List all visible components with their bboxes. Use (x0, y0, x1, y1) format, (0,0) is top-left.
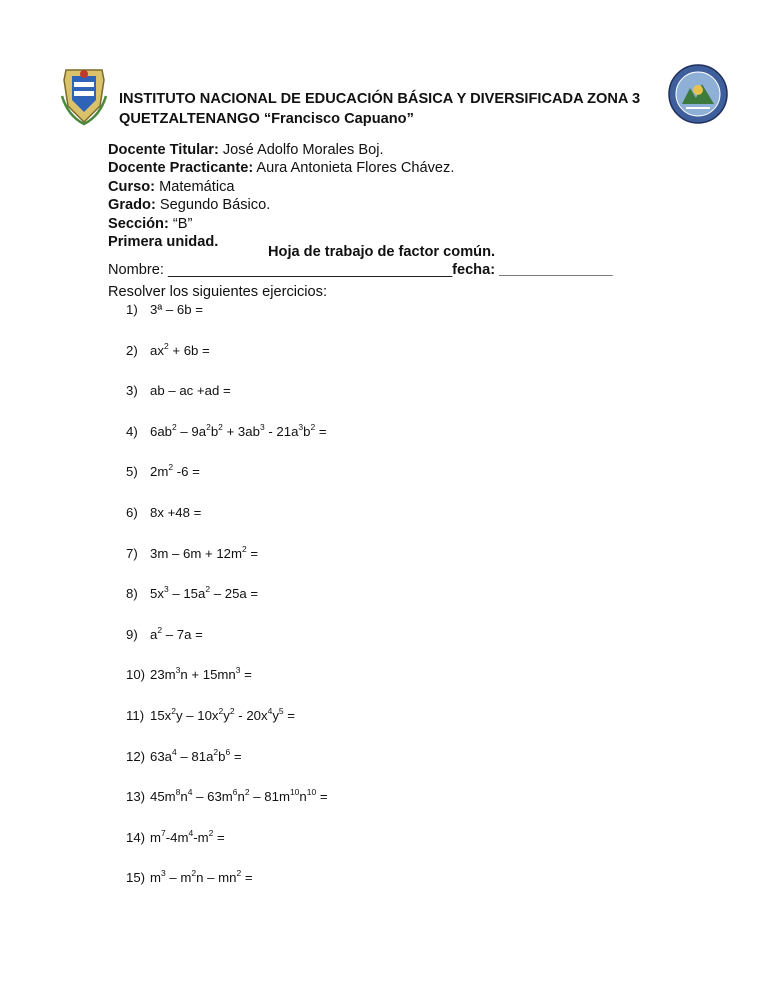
expression-term: 2m (150, 464, 169, 480)
exponent: 3 (175, 665, 181, 676)
document-header (119, 89, 640, 129)
exercise-number: 7) (126, 545, 138, 561)
exercise-expression (150, 827, 225, 845)
exponent: 2 (244, 787, 250, 798)
expression-term: 6ab (150, 423, 173, 439)
exercise-number: 9) (126, 626, 138, 642)
expression-term: n (299, 789, 307, 805)
info-seccion (108, 215, 454, 233)
practicante-value: Aura Antonieta Flores Chávez. (253, 160, 455, 177)
exercise-item (126, 302, 328, 343)
exercise-expression (150, 789, 328, 804)
expression-term: -6 = (173, 464, 200, 480)
exercise-expression (150, 505, 201, 520)
exercise-expression (150, 870, 253, 885)
exercise-expression (150, 464, 200, 479)
expression-term: 8x +48 = (150, 504, 202, 520)
exponent: 2 (168, 462, 174, 473)
expression-term: ax (150, 342, 164, 358)
exercise-item (126, 383, 328, 424)
info-practicante (108, 159, 454, 177)
curso-value: Matemática (155, 178, 235, 195)
exercise-number: 11) (126, 707, 145, 723)
exercise-item (126, 667, 328, 708)
header-institute-name: INSTITUTO NACIONAL DE EDUCACIÓN BÁSICA Y DIVERSIFICADA ZONA 3 (119, 91, 641, 107)
seccion-label: Sección: (108, 215, 169, 232)
exercise-item (126, 340, 328, 384)
expression-term: - 21a (264, 423, 299, 439)
exponent: 3 (235, 665, 241, 676)
exponent: 7 (161, 827, 166, 838)
expression-term: – 15a (168, 586, 206, 602)
exercise-number: 14) (126, 829, 146, 845)
exponent: 2 (205, 584, 211, 595)
expression-term: 3ª – 6b = (150, 302, 203, 317)
exponent: 2 (310, 421, 316, 432)
expression-term: ab – ac +ad = (150, 383, 231, 399)
exponent: 8 (175, 787, 181, 798)
expression-term: -m (193, 829, 209, 845)
exercise-item (126, 543, 328, 587)
expression-term: b (218, 748, 226, 764)
info-curso (108, 178, 454, 196)
exercise-number: 5) (126, 464, 138, 480)
expression-term: n (237, 789, 245, 805)
expression-term: m (150, 870, 161, 886)
expression-term: – 63m (192, 789, 233, 805)
exercise-number: 2) (126, 342, 138, 358)
titular-label: Docente Titular: (108, 142, 219, 158)
exercise-item (126, 464, 328, 505)
date-field: fecha: ______________ (452, 262, 613, 278)
expression-term: 3m – 6m + 12m (150, 545, 242, 561)
curso-label: Curso: (108, 178, 156, 195)
exponent: 2 (157, 624, 163, 635)
expression-term: n (180, 789, 188, 805)
exercise-item (126, 421, 328, 465)
expression-term: = (230, 748, 242, 764)
exponent: 2 (191, 868, 197, 879)
exercise-number: 1) (126, 302, 138, 317)
exponent: 2 (218, 421, 223, 432)
exercise-item (126, 870, 328, 911)
seccion-value: “B” (168, 215, 193, 232)
expression-term: -4m (165, 829, 189, 845)
expression-term: – 9a (176, 423, 207, 439)
exercise-item (126, 505, 328, 546)
exercise-list (126, 302, 328, 911)
grado-label: Grado: (108, 197, 156, 214)
exponent: 2 (213, 746, 219, 757)
exponent: 3 (259, 421, 265, 432)
exponent: 2 (241, 543, 247, 554)
expression-term: = (315, 423, 327, 439)
exponent: 5 (278, 705, 284, 716)
unidad-label: Primera unidad. (108, 234, 219, 251)
exponent: 4 (187, 787, 193, 798)
exercise-expression (150, 705, 296, 723)
exponent: 2 (218, 705, 224, 716)
expression-term: = (213, 829, 225, 845)
exercise-number: 8) (126, 586, 138, 602)
expression-term: - 20x (234, 707, 268, 723)
instructions-text: Resolver los siguientes ejercicios: (108, 284, 327, 300)
expression-term: = (241, 870, 253, 886)
exercise-expression (150, 421, 327, 439)
exponent: 6 (225, 746, 231, 757)
exercise-expression (150, 340, 210, 358)
expression-term: 23m (150, 667, 176, 683)
exercise-number: 4) (126, 423, 138, 439)
info-titular (108, 141, 454, 159)
expression-term: – 81m (249, 789, 290, 805)
institute-crest-logo (60, 66, 108, 126)
expression-term: 63a (150, 748, 173, 764)
expression-term: 45m (150, 789, 176, 805)
grado-value: Segundo Básico. (155, 197, 271, 214)
exercise-item (126, 789, 328, 830)
exponent: 2 (229, 705, 235, 716)
exponent: 3 (163, 584, 169, 595)
expression-term: + 3ab (222, 423, 260, 439)
exercise-expression (150, 624, 203, 642)
exponent: 2 (236, 868, 242, 879)
expression-term: m (150, 829, 161, 845)
exercise-item (126, 705, 328, 749)
exercise-item (126, 746, 328, 790)
exponent: 2 (206, 421, 211, 432)
expression-term: n – mn (196, 870, 237, 886)
expression-term: 5x (150, 586, 164, 602)
exponent: 2 (208, 827, 214, 838)
exercise-expression (150, 383, 231, 398)
exercise-item (126, 586, 328, 627)
exponent: 4 (188, 827, 194, 838)
exercise-number: 10) (126, 667, 146, 683)
titular-value: José Adolfo Morales Boj. (218, 142, 384, 158)
expression-term: y – 10x (176, 707, 219, 723)
exercise-expression (150, 543, 259, 561)
exercise-expression (150, 667, 252, 682)
expression-term: = (316, 789, 328, 805)
exponent: 2 (171, 705, 176, 716)
worksheet-title: Hoja de trabajo de factor común. (268, 244, 496, 260)
practicante-label: Docente Practicante: (108, 160, 254, 177)
exponent: 10 (289, 787, 300, 798)
exponent: 10 (306, 787, 317, 798)
exercise-number: 6) (126, 504, 138, 520)
expression-term: y (272, 707, 279, 723)
expression-term: = (240, 667, 252, 683)
exercise-item (126, 827, 328, 871)
exercise-expression (150, 746, 242, 764)
expression-term: – 81a (176, 748, 214, 764)
exercise-expression (150, 302, 203, 317)
expression-term: + 6b = (168, 342, 210, 358)
expression-term: b (303, 423, 311, 439)
exponent: 2 (172, 421, 177, 432)
name-field: Nombre: ___________________________________ (108, 262, 453, 278)
expression-term: – 25a = (210, 586, 259, 602)
header-institute-city: QUETZALTENANGO “Francisco Capuano” (119, 111, 414, 127)
exercise-number: 13) (126, 789, 146, 805)
expression-term: – m (165, 870, 192, 886)
exponent: 3 (298, 421, 304, 432)
exponent: 6 (232, 787, 238, 798)
exercise-item (126, 624, 328, 668)
exercise-number: 15) (126, 870, 146, 886)
exercise-number: 3) (126, 383, 138, 399)
expression-term: = (283, 707, 296, 723)
expression-term: b (210, 423, 219, 439)
university-seal-logo (668, 64, 728, 124)
exponent: 4 (267, 705, 273, 716)
exercise-expression (150, 586, 258, 601)
expression-term: n + 15mn (180, 667, 236, 683)
exponent: 4 (172, 746, 177, 757)
expression-term: a (150, 626, 158, 642)
expression-term: 15x (150, 707, 172, 723)
expression-term: = (246, 545, 259, 561)
info-grado (108, 196, 454, 214)
expression-term: – 7a = (162, 626, 203, 642)
exponent: 2 (163, 340, 169, 351)
course-info (108, 141, 454, 251)
name-date-line (108, 262, 613, 278)
exercise-number: 12) (126, 748, 146, 764)
exponent: 3 (161, 868, 166, 879)
expression-term: y (223, 707, 230, 723)
